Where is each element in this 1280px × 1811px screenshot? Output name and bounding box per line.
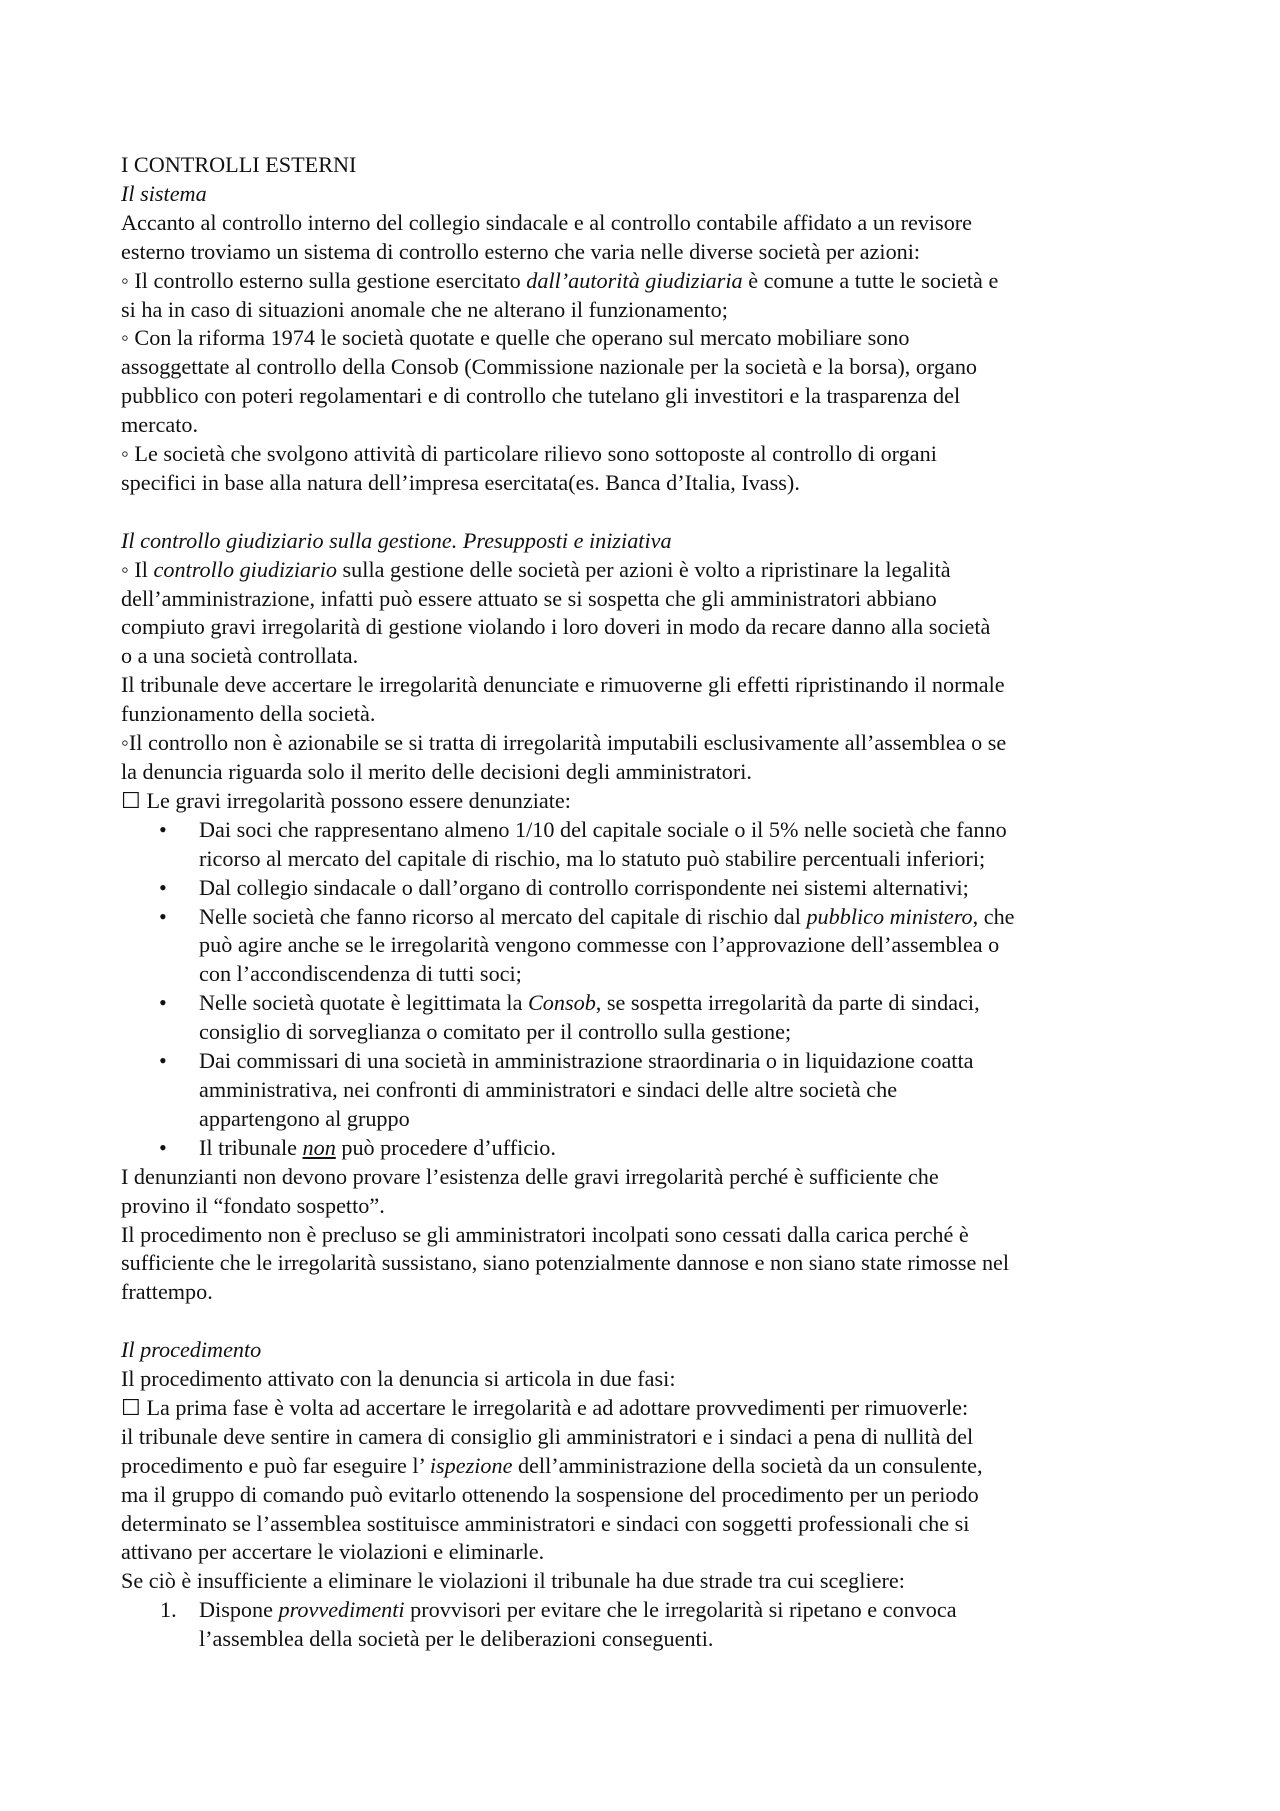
paragraph-line: il tribunale deve sentire in camera di consiglio gli amministratori e i sindaci a pena di nullità del <box>121 1423 974 1449</box>
paragraph-line: attivano per accertare le violazioni e eliminarle. <box>121 1539 545 1565</box>
document-body <box>121 151 1166 1654</box>
emphasis-text: pubblico ministero <box>806 903 973 929</box>
paragraph-line: sufficiente che le irregolarità sussistano, siano potenzialmente dannose e non siano state rimosse nel <box>121 1250 1010 1276</box>
emphasis-text: controllo giudiziario <box>153 556 337 582</box>
bullet-icon: • <box>159 1048 167 1074</box>
paragraph-line: o a una società controllata. <box>121 643 359 669</box>
paragraph-line: Il procedimento non è precluso se gli amministratori incolpati sono cessati dalla carica perché è <box>121 1221 969 1247</box>
bullet-icon: • <box>159 816 167 842</box>
emphasis-text: ispezione <box>429 1452 513 1478</box>
paragraph-line: pubblico con poteri regolamentari e di controllo che tutelano gli investitori e la trasparenza del <box>121 383 961 409</box>
section-heading-procedimento: Il procedimento <box>121 1337 262 1363</box>
section-heading-sistema: Il sistema <box>121 180 207 206</box>
paragraph-line: determinato se l’assemblea sostituisce amministratori e sindaci con soggetti professionali che si <box>121 1510 970 1536</box>
paragraph-line: ◦ Con la riforma 1974 le società quotate e quelle che operano sul mercato mobiliare sono <box>121 325 910 351</box>
document-title: I CONTROLLI ESTERNI <box>121 152 357 177</box>
paragraph-line: ma il gruppo di comando può evitarlo ottenendo la sospensione del procedimento per un periodo <box>121 1481 979 1507</box>
paragraph-line: provino il “fondato sospetto”. <box>121 1192 385 1218</box>
paragraph-line: frattempo. <box>121 1279 213 1305</box>
emphasis-text: dall’autorità giudiziaria <box>526 267 743 293</box>
paragraph-line: procedimento e può far eseguire l’ ispezione dell’amministrazione della società da un consulente, <box>121 1452 983 1478</box>
paragraph-line: ◦Il controllo non è azionabile se si tratta di irregolarità imputabili esclusivamente all’assemblea o se <box>121 730 1007 756</box>
bullet-icon: • <box>159 874 167 900</box>
numbered-item: 1. Dispone provvedimenti provvisori per evitare che le irregolarità si ripetano e convoca l’assemblea della società per le deliberazioni conseguenti. <box>160 1597 957 1652</box>
paragraph-spacer <box>121 1307 1166 1336</box>
paragraph-line: compiuto gravi irregolarità di gestione violando i loro doveri in modo da recare danno alla società <box>121 614 991 640</box>
paragraph-line: si ha in caso di situazioni anomale che ne alterano il funzionamento; <box>121 296 728 322</box>
paragraph-line: mercato. <box>121 412 198 438</box>
paragraph-line: dell’amministrazione, infatti può essere attuato se si sospetta che gli amministratori abbiano <box>121 585 937 611</box>
emphasis-text: Consob <box>527 990 596 1016</box>
paragraph-line: Accanto al controllo interno del collegio sindacale e al controllo contabile affidato a un revisore <box>121 209 973 235</box>
paragraph-line: ☐ La prima fase è volta ad accertare le irregolarità e ad adottare provvedimenti per rimuoverle: <box>121 1394 969 1420</box>
paragraph-line: ◦ Il controllo giudiziario sulla gestione delle società per azioni è volto a ripristinare la legalità <box>121 556 951 582</box>
paragraph-line: I denunzianti non devono provare l’esistenza delle gravi irregolarità perché è sufficiente che <box>121 1163 939 1189</box>
paragraph-line: Il procedimento attivato con la denuncia si articola in due fasi: <box>121 1366 676 1392</box>
paragraph-line: esterno troviamo un sistema di controllo esterno che varia nelle diverse società per azioni: <box>121 238 921 264</box>
paragraph-line: Il tribunale deve accertare le irregolarità denunciate e rimuoverne gli effetti ripristinando il normale <box>121 672 1005 698</box>
paragraph-line: ◦ Il controllo esterno sulla gestione esercitato dall’autorità giudiziaria è comune a tutte le società e <box>121 267 999 293</box>
list-item: • Dal collegio sindacale o dall’organo di controllo corrispondente nei sistemi alternativi; <box>121 874 1166 903</box>
list-item: • Nelle società quotate è legittimata la Consob, se sospetta irregolarità da parte di sindaci, consiglio di sorveglianza o comitato per il controllo sulla gestione; <box>159 990 980 1045</box>
paragraph-line: ◦ Le società che svolgono attività di particolare rilievo sono sottoposte al controllo di organi <box>121 441 937 467</box>
list-item: • Nelle società che fanno ricorso al mercato del capitale di rischio dal pubblico ministero, che può agire anche se le irregolarità vengono commesse con l’approvazione dell’assemblea o con l’accondiscendenza di tutti soci; <box>159 903 1015 987</box>
paragraph-spacer <box>121 498 1166 527</box>
bullet-icon: • <box>159 1134 167 1160</box>
paragraph-line: Se ciò è insufficiente a eliminare le violazioni il tribunale ha due strade tra cui scegliere: <box>121 1568 905 1594</box>
paragraph-line: la denuncia riguarda solo il merito delle decisioni degli amministratori. <box>121 759 752 785</box>
emphasis-text: non <box>302 1134 336 1160</box>
section-heading-controllo-giudiziario: Il controllo giudiziario sulla gestione. Presupposti e iniziativa <box>121 527 672 553</box>
bullet-icon: • <box>159 903 167 929</box>
paragraph-line: assoggettate al controllo della Consob (Commissione nazionale per la società e la borsa), organo <box>121 354 978 380</box>
list-number: 1. <box>160 1597 177 1623</box>
list-item: • Il tribunale non può procedere d’ufficio. <box>121 1134 1166 1163</box>
paragraph-line: ☐ Le gravi irregolarità possono essere denunziate: <box>121 787 571 813</box>
paragraph-line: funzionamento della società. <box>121 701 376 727</box>
list-item: • Dai commissari di una società in amministrazione straordinaria o in liquidazione coatta amministrativa, nei confronti di amministratori e sindaci delle altre società che appartengono al gruppo <box>159 1048 974 1131</box>
emphasis-text: provvedimenti <box>278 1597 405 1623</box>
paragraph-line: specifici in base alla natura dell’impresa esercitata(es. Banca d’Italia, Ivass). <box>121 469 800 495</box>
list-item: • Dai soci che rappresentano almeno 1/10 del capitale sociale o il 5% nelle società che fanno ricorso al mercato del capitale di rischio, ma lo statuto può stabilire percentuali inferiori; <box>159 816 1007 871</box>
bullet-icon: • <box>159 990 167 1016</box>
